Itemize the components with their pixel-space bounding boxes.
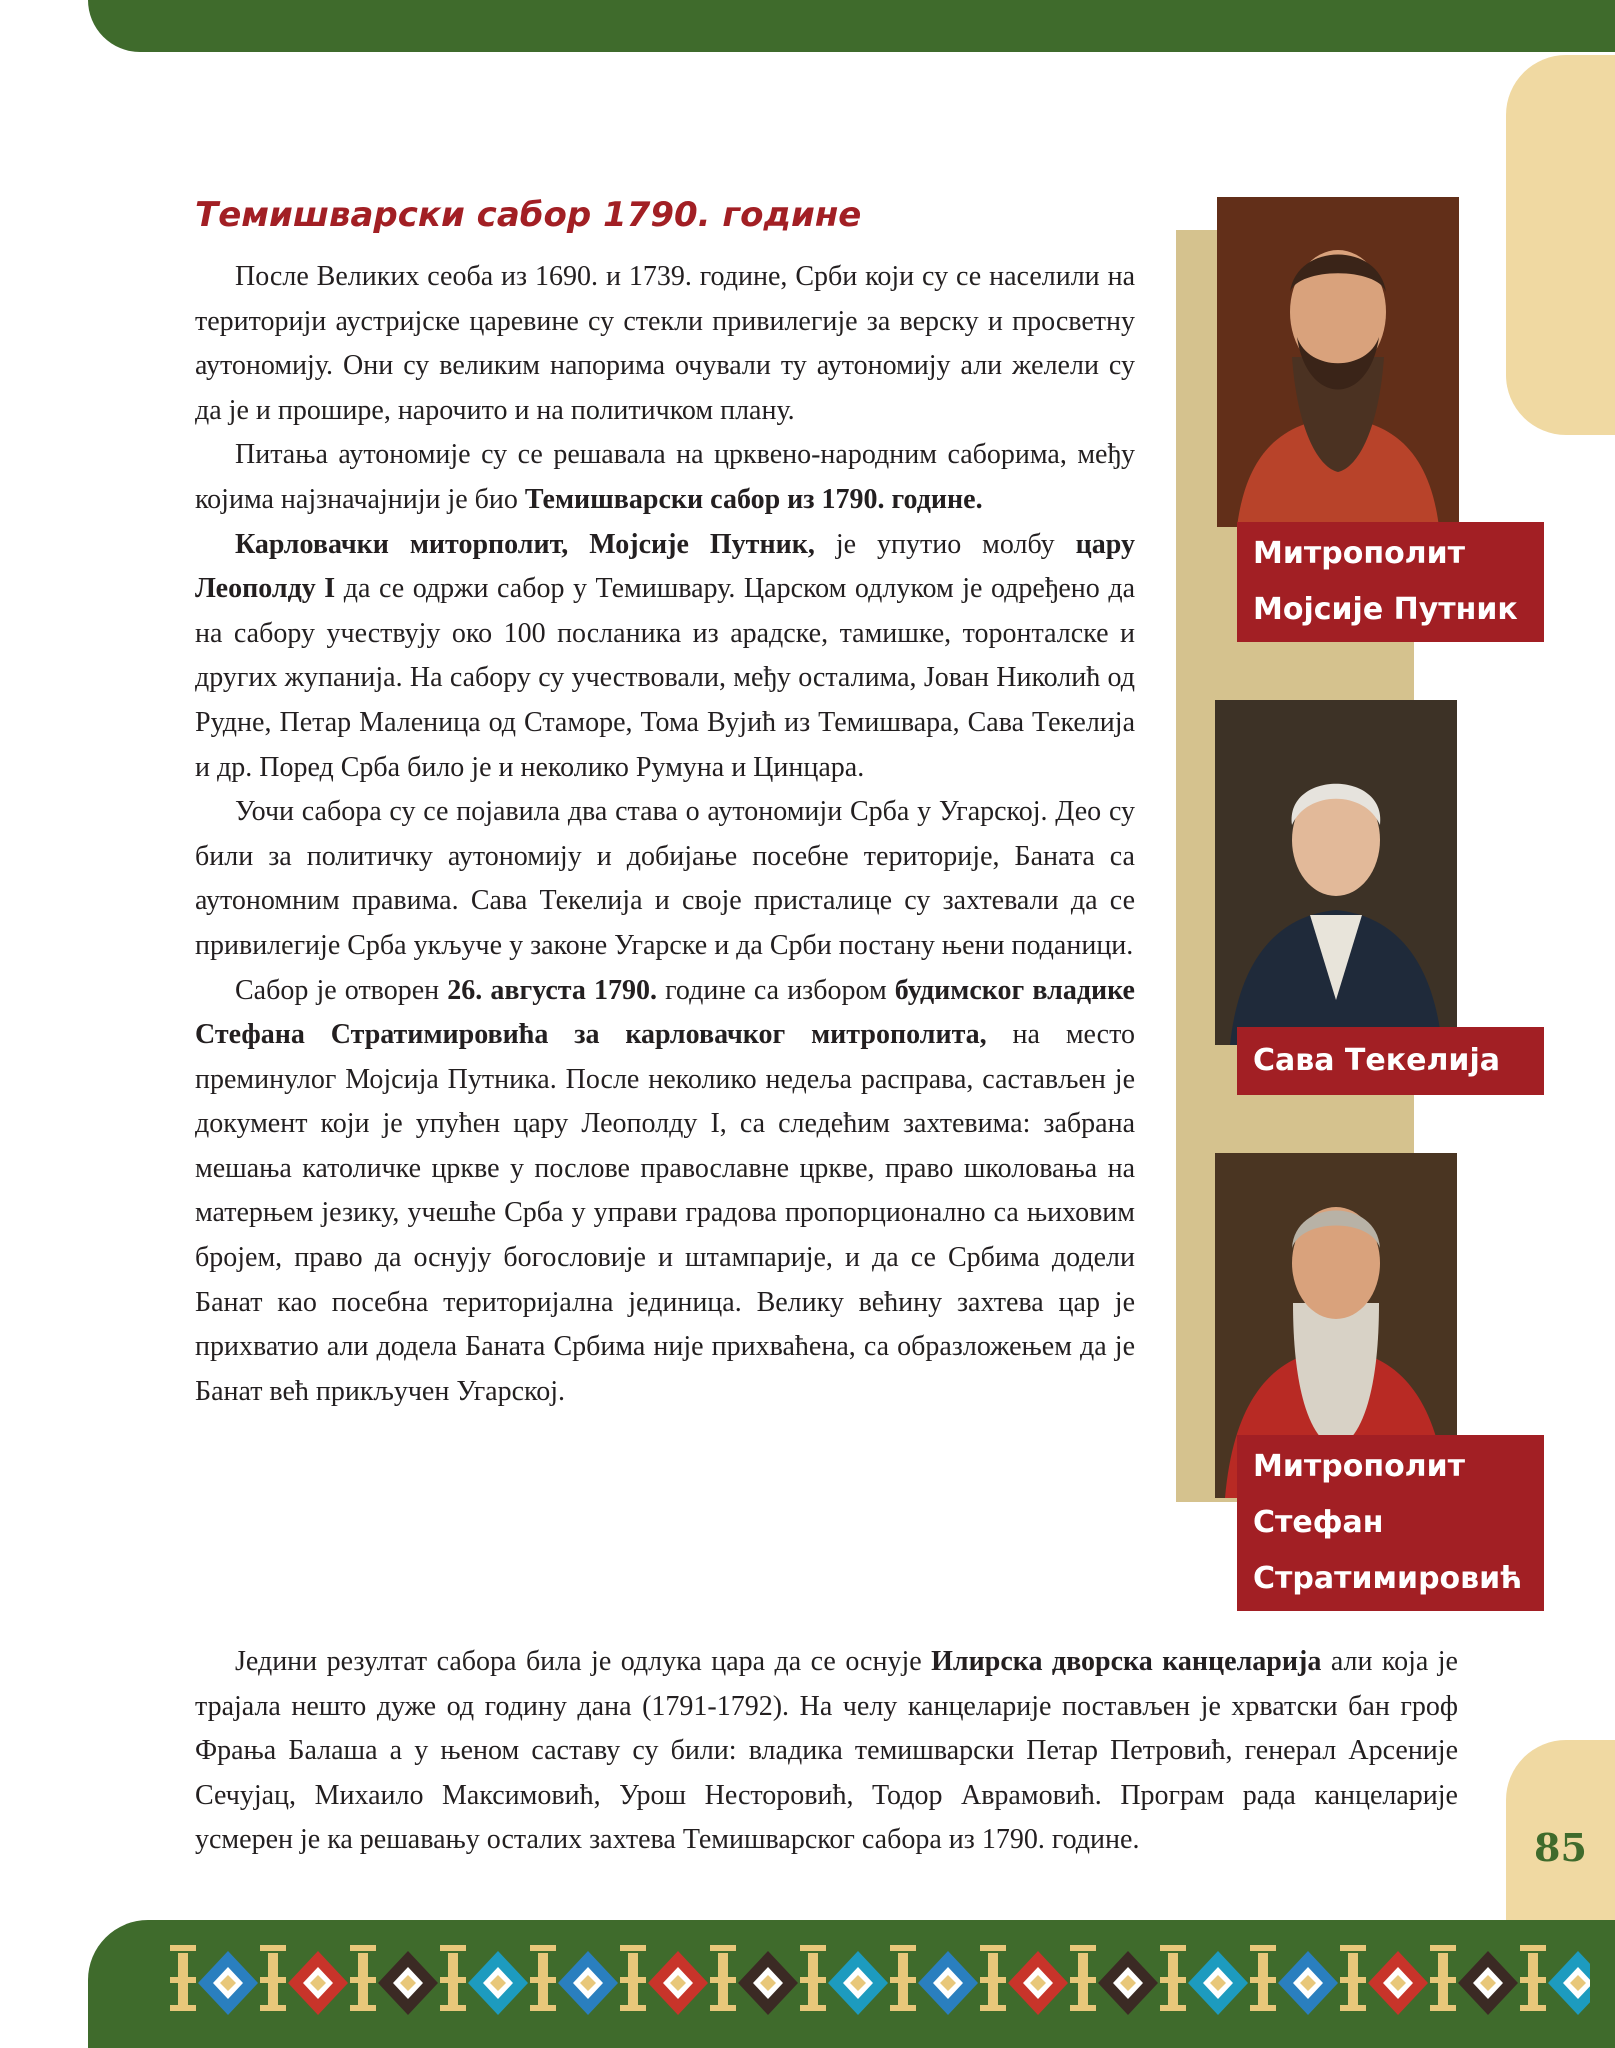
ornament-star-icon [1278, 1951, 1338, 2015]
ornament-star-icon [1548, 1951, 1590, 2015]
ornament-star-icon [1458, 1951, 1518, 2015]
paragraph-5 [195, 969, 1135, 1415]
ornament-star-icon [198, 1951, 258, 2015]
paragraph-3-bold-c: цару Леополду I [195, 528, 1135, 605]
ornament-star-icon [468, 1951, 528, 2015]
bottom-text [195, 1640, 1458, 1863]
paragraph-6-text-a: Једини резултат сабора била је одлука цара да се оснује [235, 1646, 932, 1677]
main-text [195, 255, 1135, 1414]
paragraph-3-text-d: да се одржи сабор у Темишвару. Царском одлуком је одређено да на сабору учествују око 100 посланика из арадске, тамишке, торонталске и других жупанија. На сабору су учествовали, међу осталима, Јован Николић од Рудне, Петар Маленица од Стаморе, Тома Вујић из Темишвара, Сава Текелија и др. Поред Срба било је и неколико Румуна и Цинцара. [195, 573, 1135, 783]
paragraph-3-bold-a: Карловачки миторполит, Мојсије Путник, [235, 528, 815, 560]
paragraph-1: После Великих сеоба из 1690. и 1739. године, Срби који су се населили на територији аустријске царевине су стекли привилегије за верску и просветну аутономију. Они су великим напорима очували ту аутономију али желели су да је и прошире, нарочито и на политичком плану. [195, 261, 1135, 426]
ornament-tree-icon [1430, 1945, 1456, 2011]
ornament-star-icon [378, 1951, 438, 2015]
paragraph-6 [195, 1640, 1458, 1863]
paragraph-5-text-e: на место преминулог Мојсија Путника. После неколико недеља расправа, састављен је документ који је упућен цару Леополду I, са следећим захтевима: забрана мешања католичке цркве у послове православне цркве, право школовања на матерњем језику, учешће Срба у управи градова пропорционално са њиховим бројем, право да оснују богословије и штампарије, и да се Србима додели Банат као посебна територијална јединица. Велику већину захтева цар је прихватио али додела Баната Србима није прихваћена, са образложењем да је Банат већ прикључен Угарској. [195, 1019, 1135, 1407]
caption-2-line-1: Сава Текелија [1253, 1043, 1500, 1078]
ornament-tree-icon [260, 1945, 286, 2011]
ornament-tree-icon [1160, 1945, 1186, 2011]
caption-3-line-1: Митрополит [1253, 1449, 1466, 1484]
paragraph-5-text-c: године са избором [657, 974, 895, 1006]
paragraph-6-bold-b: Илирска дворска канцеларија [931, 1646, 1322, 1677]
caption-1-line-2: Мојсије Путник [1253, 592, 1518, 627]
ornament-star-icon [558, 1951, 618, 2015]
paragraph-2-text: Питања аутономије су се решавала на црквено-народним саборима, међу којима најзначајнији је био [195, 439, 1135, 515]
paragraph-3-text-b: је упутио молбу [814, 528, 1076, 560]
ornament-tree-icon [1520, 1945, 1546, 2011]
paragraph-5-bold-d: будимског владике Стефана Стратимировића за карловачког митрополита, [195, 974, 1135, 1051]
folk-ornament-pattern [150, 1935, 1590, 2035]
ornament-tree-icon [800, 1945, 826, 2011]
caption-3-line-3: Стратимировић [1253, 1561, 1523, 1596]
ornament-tree-icon [980, 1945, 1006, 2011]
ornament-star-icon [1098, 1951, 1158, 2015]
ornament-star-icon [1368, 1951, 1428, 2015]
ornament-tree-icon [710, 1945, 736, 2011]
ornament-tree-icon [620, 1945, 646, 2011]
ornament-star-icon [918, 1951, 978, 2015]
ornament-star-icon [1188, 1951, 1248, 2015]
portrait-sava-tekelija [1215, 700, 1457, 1045]
paragraph-3 [195, 523, 1135, 791]
ornament-star-icon [1008, 1951, 1068, 2015]
ornament-tree-icon [530, 1945, 556, 2011]
ornament-tree-icon [170, 1945, 196, 2011]
paragraph-2 [195, 433, 1135, 522]
caption-sava-tekelija [1237, 1027, 1544, 1095]
ornament-tree-icon [350, 1945, 376, 2011]
ornament-star-icon [648, 1951, 708, 2015]
ornament-tree-icon [1340, 1945, 1366, 2011]
ornament-tree-icon [1250, 1945, 1276, 2011]
top-green-bar [88, 0, 1615, 52]
ornament-star-icon [288, 1951, 348, 2015]
ornament-star-icon [738, 1951, 798, 2015]
caption-1-line-1: Митрополит [1253, 536, 1466, 571]
ornament-star-icon [828, 1951, 888, 2015]
ornament-tree-icon [1070, 1945, 1096, 2011]
caption-stefan-stratimirovic [1237, 1435, 1544, 1611]
paragraph-4: Уочи сабора су се појавила два става о аутономији Срба у Угарској. Део су били за политичку аутономију и добијање посебне територије, Баната са аутономним правима. Сава Текелија и своје присталице су захтевали да се привилегије Срба укључе у законе Угарске и да Срби постану њени поданици. [195, 796, 1135, 961]
caption-3-line-2: Стефан [1253, 1505, 1384, 1540]
page-number: 85 [1534, 1825, 1587, 1870]
portrait-mojsije-putnik [1217, 197, 1459, 527]
caption-mojsije-putnik [1237, 522, 1544, 642]
paragraph-6-text-c: али која је трајала нешто дуже од годину дана (1791-1792). На челу канцеларије постављен је хрватски бан гроф Фрања Балаша а у њеном саставу су били: владика темишварски Петар Петровић, генерал Арсеније Сечујац, Михаило Максимовић, Урош Несторовић, Тодор Аврамовић. Програм рада канцеларије усмерен је ка решавању осталих захтева Темишварског сабора из 1790. године. [195, 1646, 1458, 1856]
paragraph-2-bold: Темишварски сабор из 1790. године. [524, 483, 983, 515]
paragraph-5-bold-b: 26. августа 1790. [447, 974, 657, 1006]
ornament-tree-icon [440, 1945, 466, 2011]
page-title: Темишварски сабор 1790. године [195, 195, 862, 235]
ornament-tree-icon [890, 1945, 916, 2011]
paragraph-5-text-a: Сабор је отворен [235, 974, 448, 1006]
side-tab [1506, 55, 1615, 435]
